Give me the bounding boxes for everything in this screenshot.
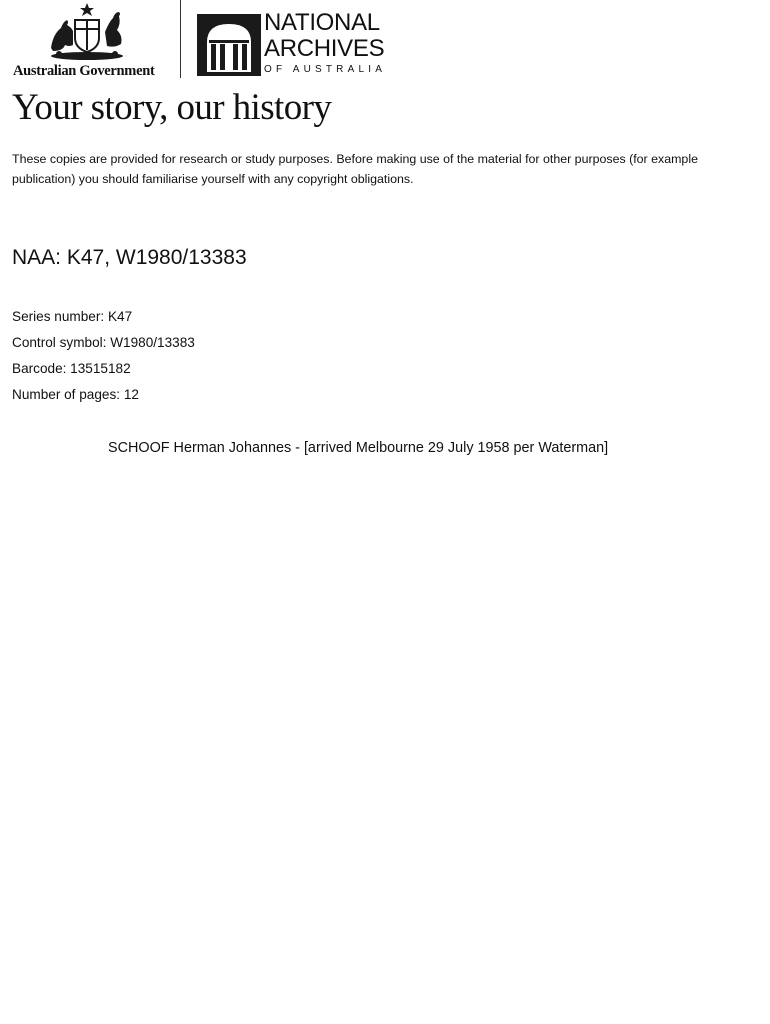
archives-name-line2: ARCHIVES	[264, 35, 385, 62]
archives-name-line3: OF AUSTRALIA	[264, 64, 387, 75]
record-title: SCHOOF Herman Johannes - [arrived Melbourne 29 July 1958 per Waterman]	[108, 440, 609, 456]
archives-name-line1: NATIONAL	[264, 9, 380, 36]
item-title: NAA: K47, W1980/13383	[12, 246, 247, 269]
government-name: Australian Government	[13, 63, 155, 79]
barcode: Barcode: 13515182	[12, 361, 131, 376]
header	[12, 0, 412, 82]
copyright-disclaimer: These copies are provided for research or study purposes. Before making use of the material for other purposes (for example publication) you should familiarise yourself with any copyright obligations.	[12, 152, 698, 186]
series-number: Series number: K47	[12, 309, 133, 324]
coat-of-arms-icon	[45, 2, 129, 62]
archway-icon	[197, 14, 261, 76]
number-of-pages: Number of pages: 12	[12, 387, 139, 402]
header-divider	[180, 0, 181, 78]
item-metadata	[12, 304, 195, 408]
control-symbol: Control symbol: W1980/13383	[12, 335, 195, 350]
tagline: Your story, our history	[12, 87, 332, 128]
archives-wordmark	[264, 10, 386, 75]
australian-government-logo	[12, 0, 172, 82]
